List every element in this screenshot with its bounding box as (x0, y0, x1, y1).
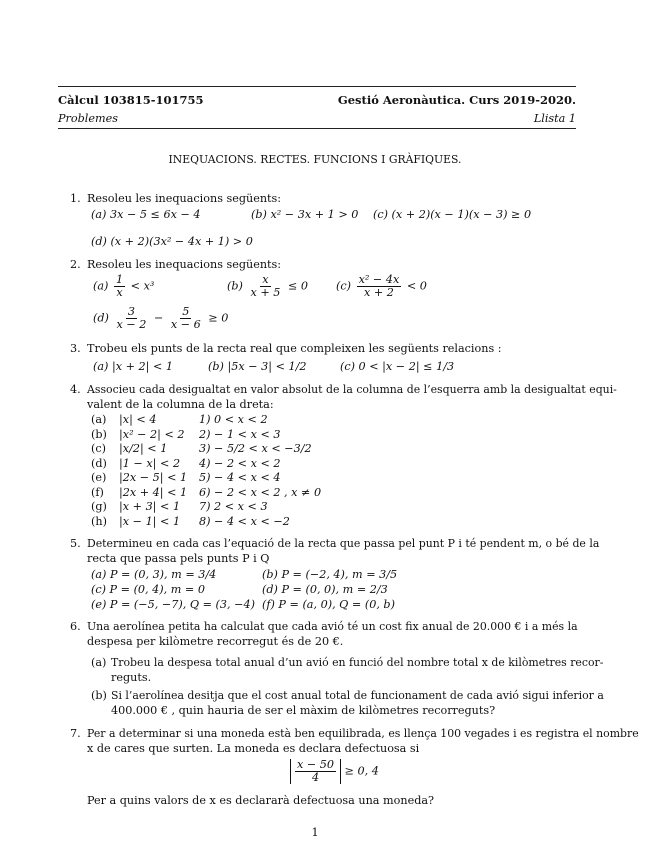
list-item (91, 486, 187, 501)
problem-2d-fraction-2 (169, 306, 203, 331)
formula-rest: ≥ 0, 4 (344, 764, 379, 778)
course-title: Càlcul 103815-101755 (58, 93, 204, 107)
problem-3-number: 3. (70, 342, 81, 355)
item-expression: |1 − x| < 2 (119, 456, 181, 470)
problem-2d (93, 306, 228, 331)
problem-2a-label: (a) (93, 279, 109, 293)
list-item (91, 500, 187, 515)
list-item (91, 428, 187, 443)
fraction-denominator: x − 2 (116, 317, 147, 331)
item-expression: |x + 3| < 1 (119, 500, 181, 513)
problem-2c (336, 274, 427, 299)
problem-2-number: 2. (70, 258, 81, 271)
problem-6b-line-2: 400.000 € , quin hauria de ser el màxim de kilòmetres recorreguts? (111, 704, 496, 717)
problem-7-number: 7. (70, 727, 81, 740)
problem-5-number: 5. (70, 537, 81, 550)
fraction-denominator: x + 5 (250, 285, 281, 299)
problem-7-statement-line-2: x de cares que surten. La moneda es declara defectuosa si (87, 742, 420, 755)
problem-4-number: 4. (70, 383, 81, 396)
problem-2d-fraction-1 (114, 306, 148, 331)
problem-2b-label: (b) (227, 279, 243, 293)
problem-5d: (d) P = (0, 0), m = 2/3 (262, 583, 388, 596)
fraction-numerator: x² − 4x (358, 273, 400, 286)
section-label: Problemes (58, 112, 118, 125)
problem-2d-rest: ≥ 0 (208, 311, 229, 325)
list-item (91, 515, 187, 530)
problem-6-statement-line-2: despesa per kilòmetre recorregut és de 20 €. (87, 635, 344, 648)
fraction-numerator: x (262, 273, 269, 286)
item-label: (e) (91, 471, 107, 484)
problem-2c-rest: < 0 (406, 279, 427, 293)
problem-7-formula (290, 759, 379, 784)
problem-2a-fraction (114, 274, 125, 299)
problem-1-number: 1. (70, 192, 81, 205)
problem-7-statement-line-1: Per a determinar si una moneda està ben equilibrada, es llença 100 vegades i es registra el nombre (87, 727, 639, 740)
header-top-rule (58, 86, 576, 87)
list-item: 3) − 5/2 < x < −3/2 (199, 442, 312, 455)
fraction-denominator: x (116, 285, 123, 299)
item-label: (b) (91, 427, 107, 441)
problem-6b-line-1: Si l’aerolínea desitja que el cost anual total de funcionament de cada avió sigui inferior a (111, 689, 604, 702)
list-item: 4) − 2 < x < 2 (199, 456, 281, 470)
fraction-denominator: x + 2 (363, 285, 394, 299)
fraction-numerator: 3 (127, 305, 135, 318)
fraction-numerator: 1 (115, 273, 124, 286)
item-label: (f) (91, 485, 104, 499)
item-label: (a) (91, 413, 107, 426)
problem-4-left-column (91, 413, 187, 529)
item-label: (g) (91, 500, 107, 513)
list-item (91, 442, 187, 457)
problem-3b: (b) |5x − 3| < 1/2 (208, 360, 307, 373)
problem-2d-minus: − (153, 311, 164, 325)
item-expression: |x − 1| < 1 (119, 514, 181, 528)
problem-3a: (a) |x + 2| < 1 (93, 360, 174, 373)
problem-4-statement-line-2: valent de la columna de la dreta: (87, 398, 274, 411)
problem-1a: (a) 3x − 5 ≤ 6x − 4 (91, 208, 201, 221)
problem-2a (93, 274, 154, 299)
problem-7-question: Per a quins valors de x es declararà defectuosa una moneda? (87, 794, 435, 807)
list-item: 2) − 1 < x < 3 (199, 427, 281, 441)
problem-2-statement: Resoleu les inequacions següents: (87, 258, 282, 271)
problem-2c-fraction (357, 274, 402, 299)
problem-2b (227, 274, 308, 299)
problem-4-statement-line-1: Associeu cada desigualtat en valor absolut de la columna de l’esquerra amb la desigualtat equi- (87, 383, 617, 396)
list-item: 8) − 4 < x < −2 (199, 514, 290, 528)
problem-6a-line-2: reguts. (111, 671, 152, 684)
fraction-numerator: x − 50 (297, 758, 335, 771)
problem-1b: (b) x² − 3x + 1 > 0 (251, 208, 359, 221)
page-number: 1 (311, 826, 319, 839)
item-expression: |2x + 4| < 1 (119, 485, 188, 499)
item-expression: |2x − 5| < 1 (119, 471, 188, 484)
list-item: 7) 2 < x < 3 (199, 500, 268, 513)
item-label: (d) (91, 456, 107, 470)
list-item: 5) − 4 < x < 4 (199, 471, 281, 484)
problem-6a-line-1: Trobeu la despesa total anual d’un avió en funció del nombre total x de kilòmetres recor- (111, 656, 604, 669)
problem-6a-label: (a) (91, 656, 107, 669)
problem-6b-label: (b) (91, 689, 107, 702)
fraction-numerator: 5 (182, 305, 190, 318)
list-item (91, 471, 187, 486)
problem-2b-fraction (248, 274, 282, 299)
item-label: (h) (91, 514, 107, 528)
absolute-value-bars (290, 759, 341, 784)
problem-5-statement-line-2: recta que passa pels punts P i Q (87, 552, 270, 565)
item-expression: |x/2| < 1 (119, 442, 168, 455)
item-expression: |x| < 4 (119, 413, 157, 426)
problem-3c: (c) 0 < |x − 2| ≤ 1/3 (340, 360, 455, 373)
program-title: Gestió Aeronàutica. Curs 2019-2020. (337, 93, 576, 107)
problem-1c: (c) (x + 2)(x − 1)(x − 3) ≥ 0 (373, 208, 532, 221)
problem-3-statement: Trobeu els punts de la recta real que compleixen les següents relacions : (87, 342, 502, 355)
problem-2a-rest: < x³ (130, 279, 155, 293)
list-item: 6) − 2 < x < 2 , x ≠ 0 (199, 485, 322, 499)
problem-6-number: 6. (70, 620, 81, 633)
problem-1d: (d) (x + 2)(3x² − 4x + 1) > 0 (91, 235, 253, 248)
problem-5e: (e) P = (−5, −7), Q = (3, −4) (91, 598, 255, 611)
formula-fraction (295, 759, 336, 784)
item-expression: |x² − 2| < 2 (119, 427, 185, 441)
problem-5b: (b) P = (−2, 4), m = 3/5 (262, 568, 398, 581)
problem-5-statement-line-1: Determineu en cada cas l’equació de la recta que passa pel punt P i té pendent m, o bé de la (87, 537, 600, 550)
list-item: 1) 0 < x < 2 (199, 413, 268, 426)
header-bottom-rule (58, 128, 576, 129)
problem-5c: (c) P = (0, 4), m = 0 (91, 583, 205, 596)
problem-2b-rest: ≤ 0 (287, 279, 309, 293)
problem-5f: (f) P = (a, 0), Q = (0, b) (262, 598, 395, 611)
problem-4-right-column (199, 413, 321, 529)
list-label: Llista 1 (533, 112, 576, 125)
problem-2d-label: (d) (93, 311, 109, 325)
problem-2c-label: (c) (336, 279, 351, 293)
fraction-denominator: 4 (311, 770, 320, 784)
item-label: (c) (91, 442, 106, 455)
problem-1-statement: Resoleu les inequacions següents: (87, 192, 282, 205)
problem-5a: (a) P = (0, 3), m = 3/4 (91, 568, 217, 581)
fraction-denominator: x − 6 (170, 317, 201, 331)
list-item (91, 413, 187, 428)
list-item (91, 457, 187, 472)
document-title: INEQUACIONS. RECTES. FUNCIONS I GRÀFIQUES. (168, 153, 462, 166)
problem-6-statement-line-1: Una aerolínea petita ha calculat que cada avió té un cost fix anual de 20.000 € i a més la (87, 620, 578, 633)
